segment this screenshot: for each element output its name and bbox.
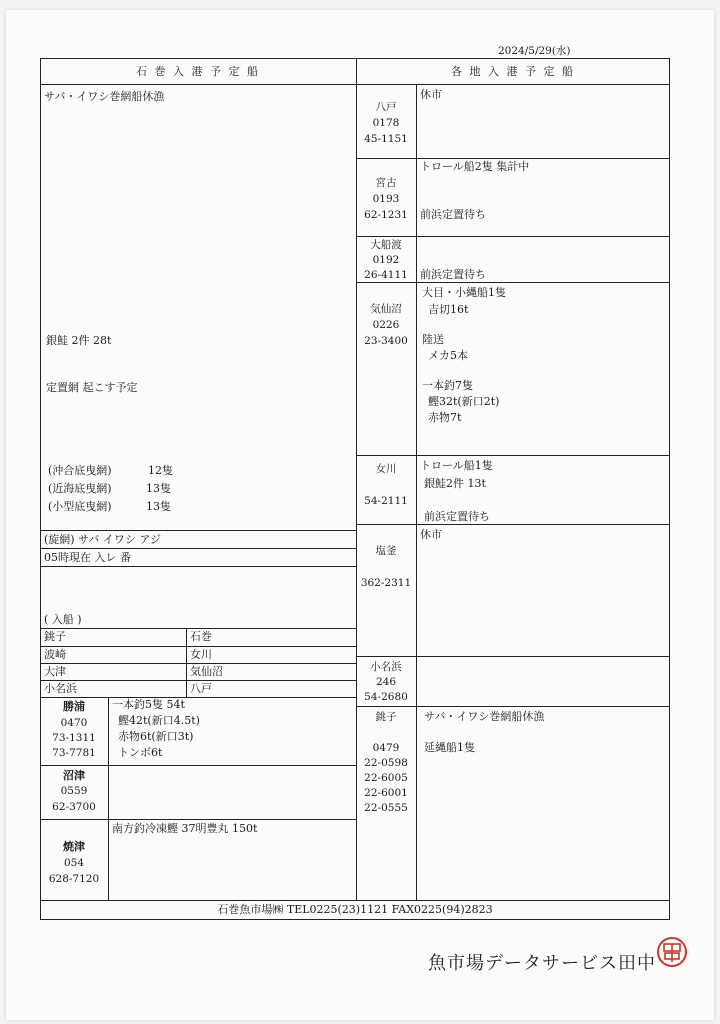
port-report-line: 前浜定置待ち — [420, 208, 486, 221]
row-divider — [40, 548, 356, 549]
port-report-line: 一本釣5隻 54t — [112, 698, 185, 711]
col-divider — [186, 628, 187, 697]
port-name: 銚子 — [375, 711, 397, 723]
ginzake-line: 銀鮭 2件 28t — [46, 334, 112, 347]
row-divider — [40, 663, 356, 664]
port-tel: 054 — [63, 857, 85, 869]
senmo-line: (旋網) サバ イワシ アジ — [44, 533, 161, 546]
port-report-line: 赤物7t — [428, 411, 462, 424]
report-date: 2024/5/29(水) — [498, 45, 571, 57]
footer-contact: 石巻魚市場㈱ TEL0225(23)1121 FAX0225(94)2823 — [217, 903, 493, 916]
port-name: 宮古 — [375, 177, 397, 189]
port-name: 沼津 — [63, 769, 85, 782]
port-tel: 54-2111 — [364, 495, 408, 507]
arrival-origin: 波崎 — [44, 648, 66, 661]
arrival-origin: 大津 — [44, 665, 66, 678]
trawl-label: (小型底曳網) — [48, 500, 112, 513]
row-divider — [356, 706, 670, 707]
port-tel: 0193 — [372, 193, 400, 205]
arrival-dest: 女川 — [190, 648, 212, 661]
row-divider — [40, 697, 356, 698]
port-report-line: 休市 — [420, 88, 442, 101]
port-tel: 26-4111 — [364, 269, 408, 281]
port-report-line: トンボ6t — [118, 746, 163, 759]
row-divider — [40, 646, 356, 647]
col-divider — [416, 84, 417, 900]
port-report-line: 大目・小縄船1隻 — [422, 286, 506, 299]
row-divider — [40, 530, 356, 531]
port-name: 大船渡 — [370, 239, 402, 251]
port-tel: 22-0555 — [364, 802, 408, 814]
row-divider — [356, 236, 670, 237]
right-header: 各 地 入 港 予 定 船 — [451, 65, 575, 78]
trawl-count: 13隻 — [146, 500, 171, 513]
port-report-line: 前浜定置待ち — [424, 510, 490, 523]
row-divider — [356, 158, 670, 159]
arrival-dest: 八戸 — [190, 682, 212, 695]
port-tel: 62-1231 — [364, 209, 408, 221]
nyusen-label: ( 入船 ) — [44, 613, 82, 626]
row-divider — [356, 455, 670, 456]
port-report-line: 陸送 — [422, 333, 444, 346]
port-report-line: 赤物6t(新口3t) — [118, 730, 194, 743]
port-tel: 0178 — [372, 117, 400, 129]
signature: 魚市場データサービス田中 — [428, 953, 656, 974]
port-tel: 62-3700 — [52, 801, 96, 813]
footer-line — [40, 900, 670, 901]
trawl-label: (沖合底曳網) — [48, 464, 112, 477]
port-name: 勝浦 — [63, 700, 85, 713]
port-tel: 73-7781 — [52, 747, 96, 759]
arrival-dest: 石巻 — [190, 630, 212, 643]
port-tel: 22-6005 — [364, 772, 408, 784]
arrival-origin: 銚子 — [44, 630, 66, 643]
port-report-line: 延縄船1隻 — [424, 741, 475, 754]
port-tel: 0470 — [60, 717, 88, 729]
port-report-line: サバ・イワシ巻網船休漁 — [424, 710, 545, 723]
port-name: 焼津 — [63, 840, 85, 853]
port-name: 八戸 — [375, 101, 397, 113]
port-report-line: 鰹32t(新口2t) — [428, 395, 500, 408]
port-tel: 22-0598 — [364, 757, 408, 769]
trawl-count: 13隻 — [146, 482, 171, 495]
port-tel: 0192 — [372, 254, 400, 266]
current-entry-line: 05時現在 入レ 番 — [44, 551, 131, 564]
row-divider — [40, 628, 356, 629]
arrival-dest: 気仙沼 — [190, 665, 223, 678]
left-header: 石 巻 入 港 予 定 船 — [136, 65, 260, 78]
port-tel: 45-1151 — [364, 133, 408, 145]
port-tel: 23-3400 — [364, 335, 408, 347]
port-tel: 0226 — [372, 319, 400, 331]
port-report-line: 銀鮭2件 13t — [424, 477, 486, 490]
port-tel: 54-2680 — [364, 691, 408, 703]
row-divider — [40, 680, 356, 681]
row-divider — [40, 765, 356, 766]
port-report-line: 休市 — [420, 528, 442, 541]
row-divider — [356, 656, 670, 657]
teichi-line: 定置網 起こす予定 — [46, 381, 138, 394]
port-name: 女川 — [375, 463, 397, 475]
row-divider — [40, 819, 356, 820]
header-line — [40, 84, 670, 85]
seal-stamp — [657, 937, 687, 967]
port-name: 塩釜 — [375, 545, 397, 557]
ishinomaki-notice: サバ・イワシ巻網船休漁 — [44, 90, 165, 103]
port-name: 気仙沼 — [370, 303, 402, 315]
port-tel: 73-1311 — [52, 732, 96, 744]
port-name: 小名浜 — [370, 661, 402, 673]
row-divider — [356, 282, 670, 283]
port-report-line: 南方釣冷凍鰹 37明豊丸 150t — [112, 822, 258, 835]
outer-frame — [40, 58, 670, 920]
port-tel: 0479 — [372, 742, 400, 754]
port-report-line: 前浜定置待ち — [420, 268, 486, 281]
trawl-count: 12隻 — [148, 464, 173, 477]
row-divider — [356, 524, 670, 525]
port-report-line: メカ5本 — [428, 349, 468, 362]
port-report-line: 一本釣7隻 — [422, 379, 473, 392]
port-report-line: トロール船1隻 — [420, 459, 493, 472]
col-divider — [108, 697, 109, 900]
port-tel: 628-7120 — [48, 873, 100, 885]
row-divider — [40, 566, 356, 567]
arrival-origin: 小名浜 — [44, 682, 77, 695]
port-report-line: 吉切16t — [428, 303, 469, 316]
port-tel: 22-6001 — [364, 787, 408, 799]
port-tel: 246 — [375, 676, 397, 688]
port-report-line: 鰹42t(新口4.5t) — [118, 714, 200, 727]
port-report-line: トロール船2隻 集計中 — [420, 160, 530, 173]
trawl-label: (近海底曳網) — [48, 482, 112, 495]
port-tel: 0559 — [60, 785, 88, 797]
port-tel: 362-2311 — [360, 577, 412, 589]
